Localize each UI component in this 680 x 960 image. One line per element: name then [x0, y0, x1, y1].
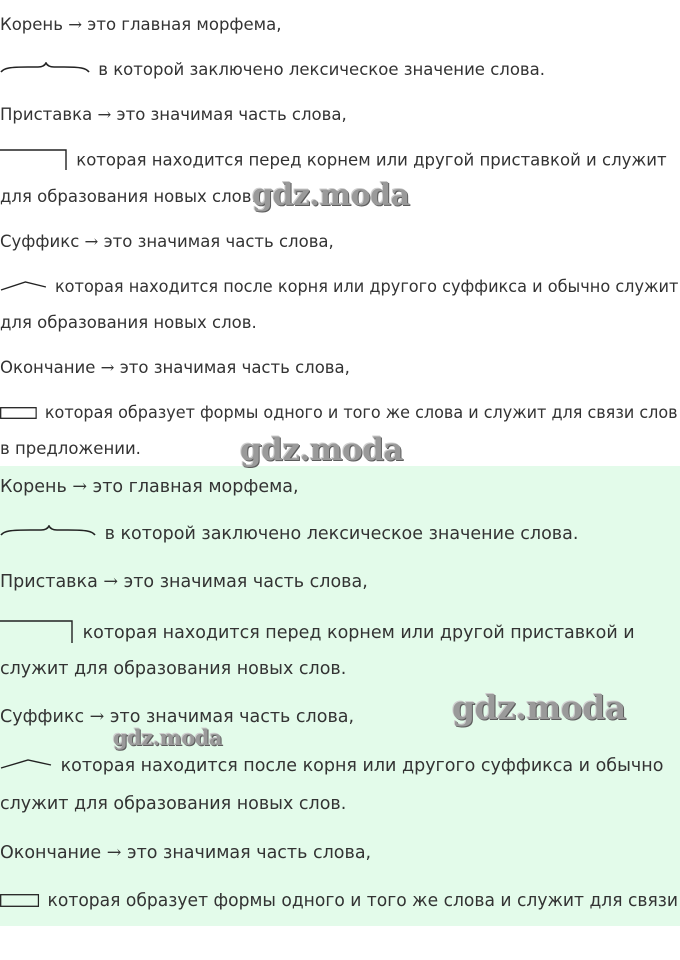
watermark: gdz.moda — [452, 688, 626, 727]
root-desc: в которой заключено лексическое значение слова. — [104, 524, 579, 544]
ending-def: это значимая часть слова, — [119, 358, 350, 377]
suffix-desc-cont: для образования новых слов. — [0, 313, 257, 332]
watermark: gdz.moda — [240, 432, 403, 468]
suffix-definition-line — [0, 232, 334, 252]
ending-description-line — [0, 891, 678, 911]
ending-term: Окончание — [0, 358, 96, 377]
root-description-line — [0, 60, 545, 80]
suffix-def: это значимая часть слова, — [109, 707, 355, 727]
ending-definition-line — [0, 843, 371, 863]
suffix-caret-icon — [0, 281, 47, 291]
ending-box-icon — [0, 894, 39, 907]
suffix-term: Суффикс — [0, 232, 80, 251]
prefix-description-cont — [0, 659, 346, 679]
suffix-caret-icon — [0, 759, 52, 769]
suffix-def: это значимая часть слова, — [103, 232, 334, 251]
arrow-icon: → — [100, 358, 115, 377]
prefix-term: Приставка — [0, 105, 93, 124]
root-desc: в которой заключено лексическое значение слова. — [98, 60, 545, 79]
arrow-icon: → — [89, 707, 105, 727]
prefix-desc: которая находится перед корнем или другой приставкой и — [82, 623, 635, 643]
root-description-line — [0, 524, 578, 544]
prefix-def: это значимая часть слова, — [116, 105, 347, 124]
ending-box-icon — [0, 407, 37, 419]
root-arc-icon — [0, 62, 90, 74]
prefix-term: Приставка — [0, 572, 98, 592]
suffix-definition-line — [0, 707, 354, 727]
ending-def: это значимая часть слова, — [126, 843, 372, 863]
suffix-description-cont — [0, 794, 346, 814]
root-def: это главная морфема, — [92, 477, 299, 497]
ending-desc: которая образует формы одного и того же слова и служит для связи слов — [44, 403, 678, 422]
prefix-def: это значимая часть слова, — [123, 572, 368, 592]
ending-desc-cont: в предложении. — [0, 439, 141, 458]
suffix-desc-cont: служит для образования новых слов. — [0, 794, 347, 814]
root-definition-line — [0, 15, 282, 35]
suffix-description-line — [0, 277, 678, 297]
prefix-desc-cont: служит для образования новых слов. — [0, 659, 347, 679]
ending-desc: которая образует формы одного и того же слова и служит для связи — [47, 891, 679, 911]
arrow-icon: → — [84, 232, 99, 251]
suffix-desc: которая находится после корня или другого суффикса и обычно служит — [54, 277, 679, 296]
root-term: Корень — [0, 477, 67, 497]
suffix-desc: которая находится после корня или другого суффикса и обычно — [60, 756, 664, 776]
arrow-icon: → — [72, 477, 88, 497]
root-arc-icon — [0, 525, 96, 537]
root-definition-line — [0, 477, 299, 497]
prefix-description-line — [0, 621, 635, 645]
prefix-description-line — [0, 150, 667, 172]
arrow-icon: → — [68, 15, 83, 34]
prefix-definition-line — [0, 572, 368, 592]
root-term: Корень — [0, 15, 63, 34]
arrow-icon: → — [97, 105, 112, 124]
prefix-description-cont — [0, 187, 257, 207]
ending-term: Окончание — [0, 843, 102, 863]
prefix-bracket-icon — [0, 620, 74, 644]
prefix-desc-cont: для образования новых слов. — [0, 187, 257, 206]
prefix-desc: которая находится перед корнем или другой приставкой и служит — [76, 150, 667, 170]
prefix-definition-line — [0, 105, 347, 125]
watermark: gdz.moda — [113, 725, 223, 750]
arrow-icon: → — [106, 843, 122, 863]
ending-description-cont — [0, 439, 141, 459]
suffix-term: Суффикс — [0, 707, 85, 727]
root-def: это главная морфема, — [87, 15, 282, 34]
suffix-description-cont — [0, 313, 257, 333]
ending-description-line — [0, 403, 678, 423]
prefix-bracket-icon — [0, 149, 68, 171]
suffix-description-line — [0, 756, 663, 776]
watermark: gdz.moda — [252, 178, 410, 213]
arrow-icon: → — [103, 572, 119, 592]
ending-definition-line — [0, 358, 350, 378]
